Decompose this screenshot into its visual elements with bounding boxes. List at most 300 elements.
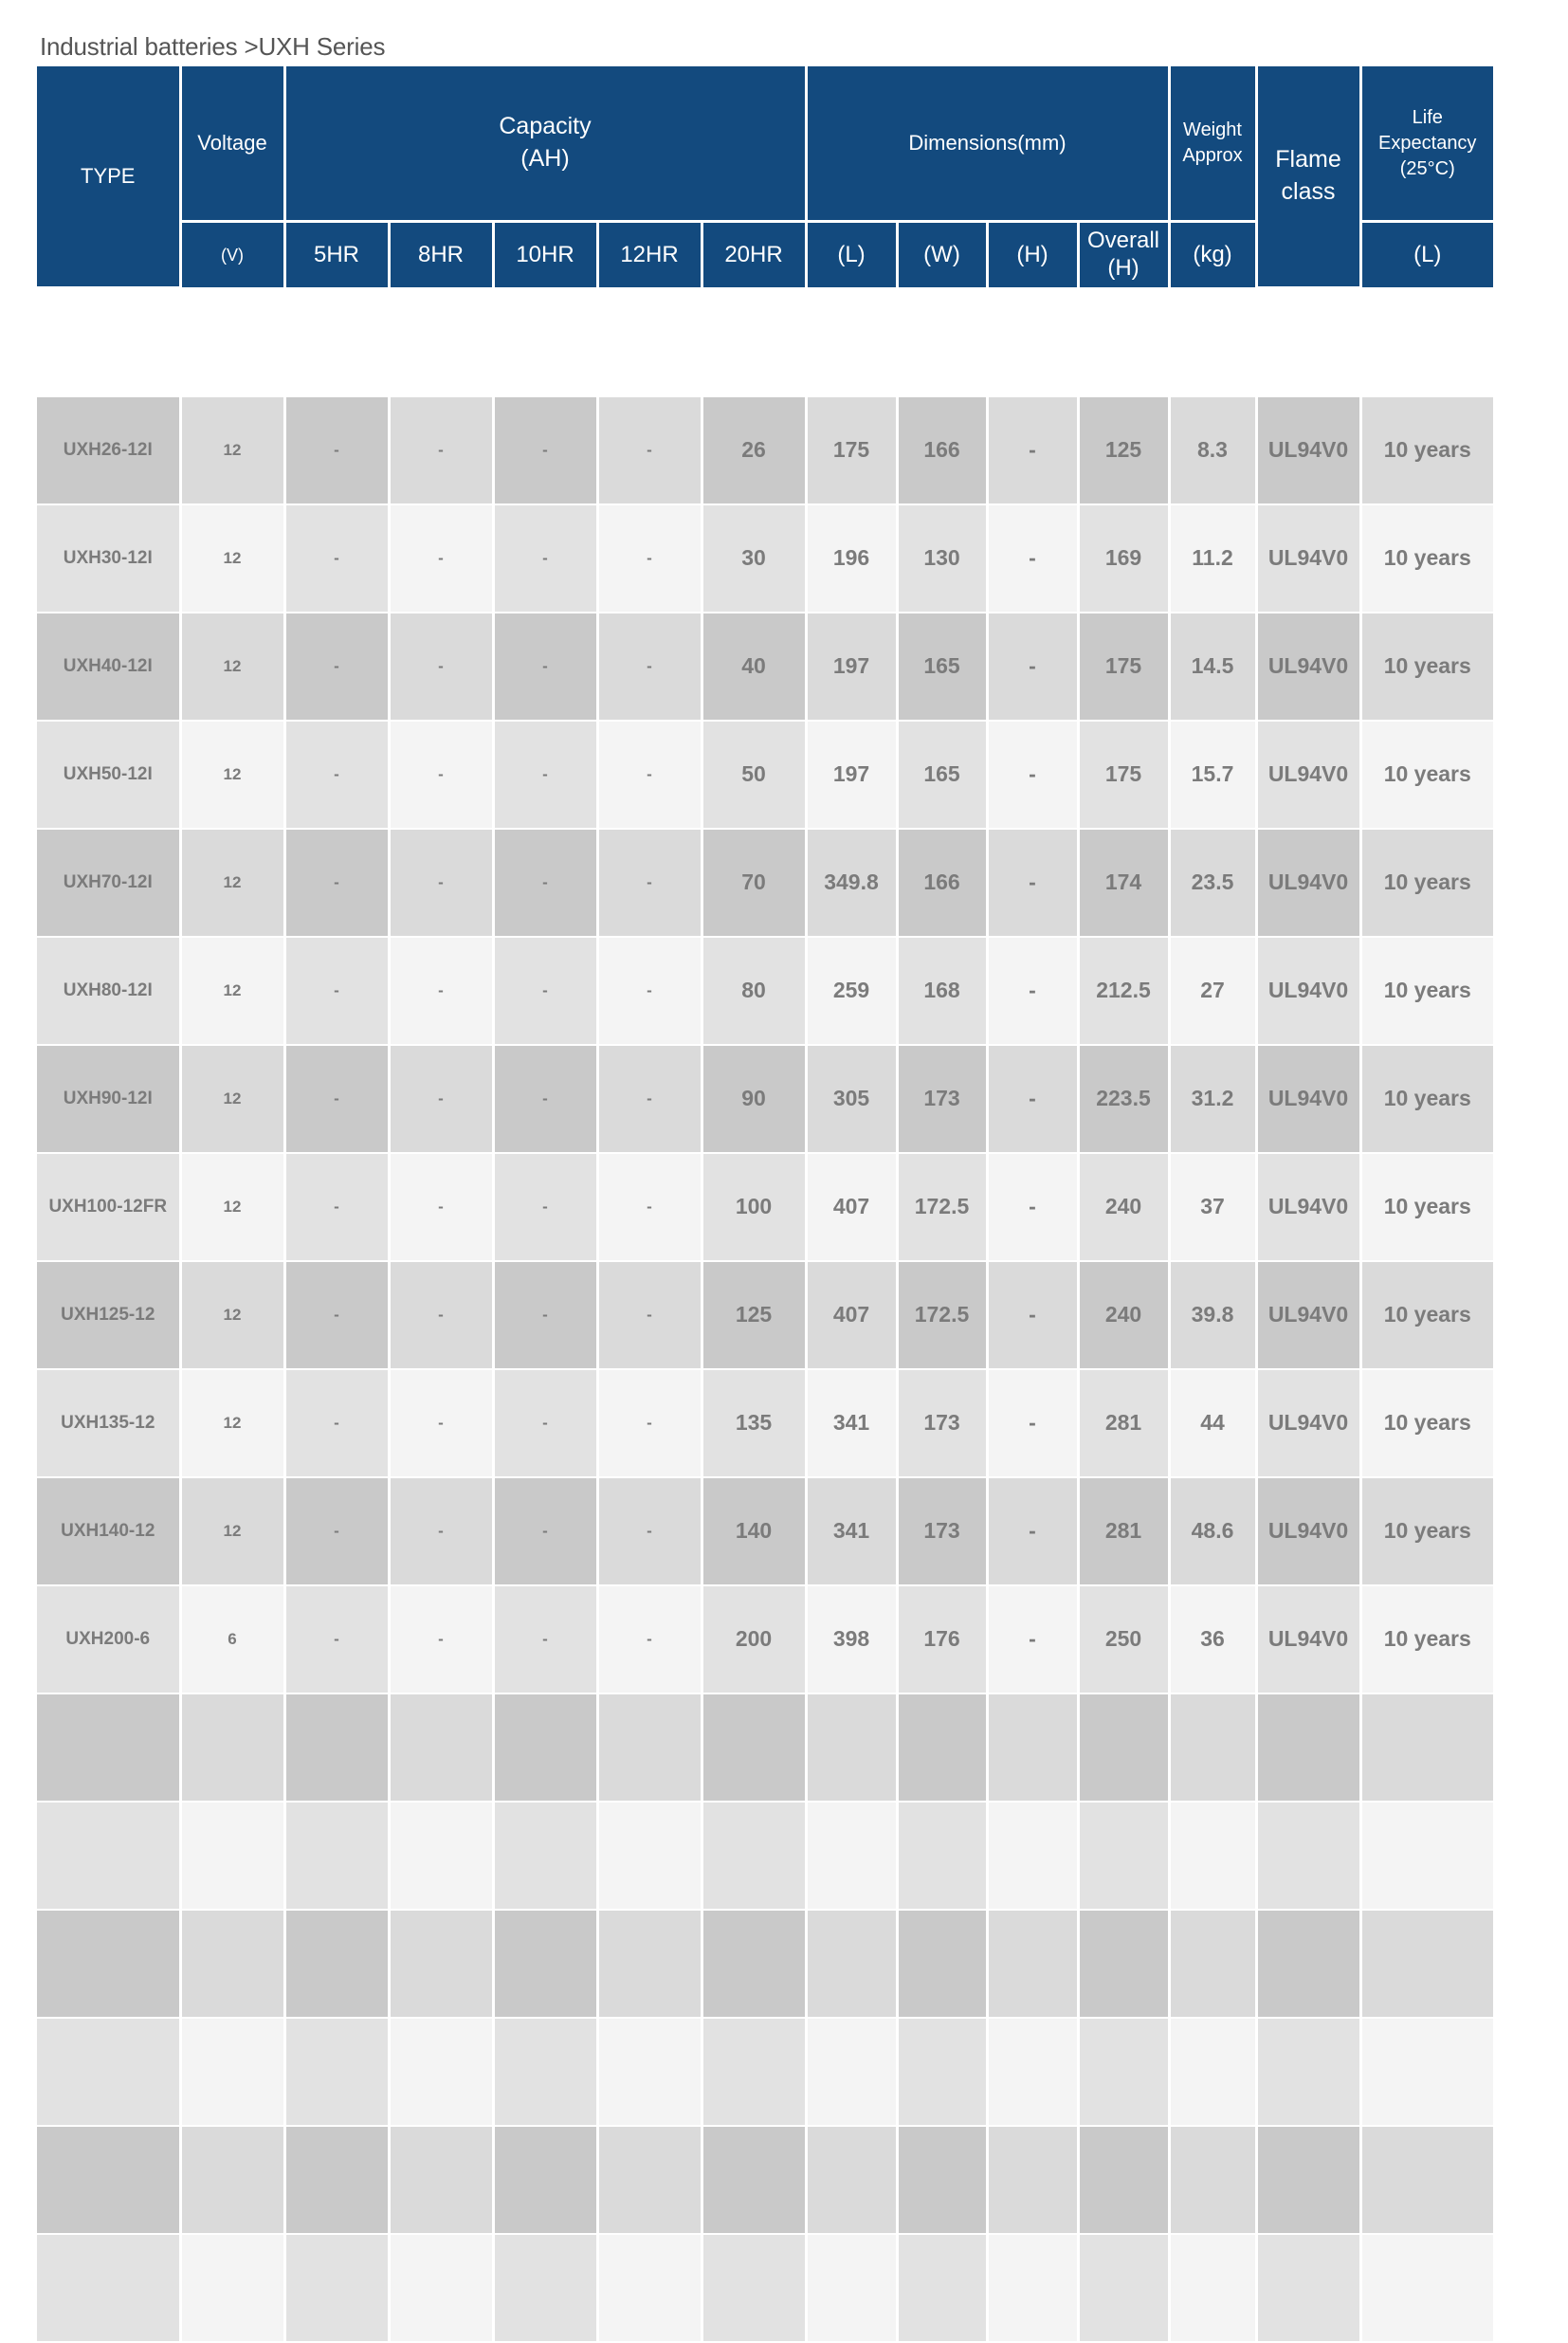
cell-dim-w: 173 xyxy=(897,1369,987,1477)
table-row xyxy=(37,396,1493,504)
cell-cap-12hr xyxy=(597,1693,702,1802)
cell-dim-l: 175 xyxy=(806,396,897,504)
cell-cap-8hr: - xyxy=(389,1261,493,1369)
cell-cap-12hr: - xyxy=(597,1585,702,1693)
cell-overall-h: 281 xyxy=(1078,1477,1169,1585)
cell-dim-w xyxy=(897,2018,987,2126)
cell-dim-w: 172.5 xyxy=(897,1261,987,1369)
cell-flame-class xyxy=(1256,1802,1360,1910)
cell-type: UXH100-12FR xyxy=(37,1153,180,1261)
cell-dim-h xyxy=(987,1910,1078,2018)
cell-cap-20hr: 40 xyxy=(702,613,806,721)
cell-cap-20hr: 100 xyxy=(702,1153,806,1261)
cell-dim-h xyxy=(987,2018,1078,2126)
cell-cap-20hr: 70 xyxy=(702,829,806,937)
spec-table xyxy=(37,66,1493,2343)
cell-cap-8hr xyxy=(389,2234,493,2342)
cell-cap-20hr: 140 xyxy=(702,1477,806,1585)
cell-weight xyxy=(1169,1693,1256,1802)
cell-voltage: 12 xyxy=(180,937,284,1045)
cell-life: 10 years xyxy=(1360,396,1493,504)
cell-dim-l: 349.8 xyxy=(806,829,897,937)
cell-cap-12hr: - xyxy=(597,1477,702,1585)
cell-overall-h: 175 xyxy=(1078,613,1169,721)
cell-cap-12hr xyxy=(597,1910,702,2018)
table-row xyxy=(37,1477,1493,1585)
cell-flame-class: UL94V0 xyxy=(1256,1045,1360,1153)
cell-overall-h xyxy=(1078,1802,1169,1910)
cell-voltage: 12 xyxy=(180,613,284,721)
cell-dim-l xyxy=(806,2234,897,2342)
cell-dim-w: 165 xyxy=(897,613,987,721)
cell-flame-class: UL94V0 xyxy=(1256,1369,1360,1477)
cell-flame-class: UL94V0 xyxy=(1256,1477,1360,1585)
cell-weight: 14.5 xyxy=(1169,613,1256,721)
cell-weight xyxy=(1169,2018,1256,2126)
cell-flame-class: UL94V0 xyxy=(1256,1585,1360,1693)
cell-weight: 39.8 xyxy=(1169,1261,1256,1369)
cell-voltage: 12 xyxy=(180,721,284,829)
cell-dim-l: 305 xyxy=(806,1045,897,1153)
cell-voltage: 12 xyxy=(180,1261,284,1369)
cell-dim-w: 172.5 xyxy=(897,1153,987,1261)
cell-dim-l xyxy=(806,1910,897,2018)
cell-cap-8hr: - xyxy=(389,1477,493,1585)
cell-voltage: 6 xyxy=(180,1585,284,1693)
cell-weight xyxy=(1169,1910,1256,2018)
cell-cap-10hr: - xyxy=(493,829,597,937)
cell-flame-class: UL94V0 xyxy=(1256,937,1360,1045)
breadcrumb: Industrial batteries >UXH Series xyxy=(40,32,386,61)
cell-cap-8hr xyxy=(389,1693,493,1802)
cell-cap-20hr: 135 xyxy=(702,1369,806,1477)
header-overall-title: Overall xyxy=(1086,228,1160,254)
header-dim-w: (W) xyxy=(897,222,987,288)
header-spacer xyxy=(37,287,1493,396)
cell-dim-l xyxy=(806,2126,897,2234)
cell-weight: 48.6 xyxy=(1169,1477,1256,1585)
table-row xyxy=(37,613,1493,721)
header-capacity-title: Capacity xyxy=(499,113,592,140)
cell-dim-w: 168 xyxy=(897,937,987,1045)
table-row xyxy=(37,1045,1493,1153)
cell-dim-h: - xyxy=(987,1153,1078,1261)
cell-voltage xyxy=(180,1802,284,1910)
cell-cap-8hr: - xyxy=(389,613,493,721)
cell-cap-12hr: - xyxy=(597,396,702,504)
cell-dim-w: 173 xyxy=(897,1477,987,1585)
cell-dim-l xyxy=(806,1693,897,1802)
cell-dim-l: 341 xyxy=(806,1369,897,1477)
cell-dim-w: 130 xyxy=(897,504,987,613)
cell-dim-l xyxy=(806,2018,897,2126)
cell-life xyxy=(1360,1910,1493,2018)
cell-weight xyxy=(1169,2126,1256,2234)
header-cap-20hr: 20HR xyxy=(702,222,806,288)
cell-dim-w: 165 xyxy=(897,721,987,829)
cell-type xyxy=(37,2126,180,2234)
header-weight-sub: Approx xyxy=(1182,145,1243,166)
cell-dim-l: 197 xyxy=(806,721,897,829)
cell-dim-l xyxy=(806,1802,897,1910)
cell-type xyxy=(37,2234,180,2342)
cell-cap-20hr: 50 xyxy=(702,721,806,829)
table-row xyxy=(37,2018,1493,2126)
cell-life xyxy=(1360,2126,1493,2234)
cell-cap-8hr: - xyxy=(389,1369,493,1477)
cell-life xyxy=(1360,2234,1493,2342)
cell-type xyxy=(37,1802,180,1910)
cell-cap-10hr: - xyxy=(493,1585,597,1693)
cell-flame-class: UL94V0 xyxy=(1256,1153,1360,1261)
cell-voltage: 12 xyxy=(180,1477,284,1585)
cell-type: UXH140-12 xyxy=(37,1477,180,1585)
cell-overall-h: 223.5 xyxy=(1078,1045,1169,1153)
cell-life: 10 years xyxy=(1360,613,1493,721)
cell-overall-h: 212.5 xyxy=(1078,937,1169,1045)
header-flame-title: Flame xyxy=(1275,146,1341,173)
table-row xyxy=(37,1693,1493,1802)
table-row xyxy=(37,2126,1493,2234)
table-body xyxy=(37,287,1493,2342)
header-dim-l: (L) xyxy=(806,222,897,288)
cell-cap-5hr: - xyxy=(284,1477,389,1585)
cell-cap-20hr: 26 xyxy=(702,396,806,504)
cell-weight: 27 xyxy=(1169,937,1256,1045)
table-row xyxy=(37,1802,1493,1910)
cell-dim-h xyxy=(987,1693,1078,1802)
cell-cap-5hr: - xyxy=(284,1369,389,1477)
cell-cap-10hr: - xyxy=(493,721,597,829)
header-overall-unit: (H) xyxy=(1107,255,1140,281)
cell-voltage xyxy=(180,2018,284,2126)
cell-life: 10 years xyxy=(1360,1261,1493,1369)
cell-cap-12hr xyxy=(597,2126,702,2234)
header-weight-unit: (kg) xyxy=(1169,222,1256,288)
cell-life: 10 years xyxy=(1360,1045,1493,1153)
cell-cap-8hr xyxy=(389,2126,493,2234)
cell-cap-10hr: - xyxy=(493,613,597,721)
header-dim-h: (H) xyxy=(987,222,1078,288)
cell-cap-12hr: - xyxy=(597,937,702,1045)
cell-cap-5hr xyxy=(284,1910,389,2018)
header-flame-sub: class xyxy=(1281,177,1336,205)
header-life-sub: Expectancy xyxy=(1378,132,1477,154)
cell-cap-8hr xyxy=(389,1802,493,1910)
cell-overall-h: 169 xyxy=(1078,504,1169,613)
cell-dim-w xyxy=(897,2234,987,2342)
header-weight xyxy=(1169,66,1256,222)
cell-cap-10hr xyxy=(493,2234,597,2342)
cell-life: 10 years xyxy=(1360,829,1493,937)
cell-cap-5hr: - xyxy=(284,829,389,937)
cell-cap-12hr: - xyxy=(597,721,702,829)
cell-type: UXH26-12I xyxy=(37,396,180,504)
cell-flame-class: UL94V0 xyxy=(1256,613,1360,721)
cell-cap-20hr xyxy=(702,2234,806,2342)
cell-dim-w xyxy=(897,1910,987,2018)
cell-cap-10hr xyxy=(493,1910,597,2018)
cell-cap-5hr: - xyxy=(284,937,389,1045)
cell-cap-8hr: - xyxy=(389,396,493,504)
cell-voltage: 12 xyxy=(180,1369,284,1477)
header-overall-h xyxy=(1078,222,1169,288)
cell-cap-5hr xyxy=(284,2234,389,2342)
cell-cap-5hr xyxy=(284,2018,389,2126)
cell-flame-class xyxy=(1256,2126,1360,2234)
cell-dim-w: 173 xyxy=(897,1045,987,1153)
cell-weight: 8.3 xyxy=(1169,396,1256,504)
cell-cap-10hr: - xyxy=(493,396,597,504)
cell-type: UXH125-12 xyxy=(37,1261,180,1369)
cell-cap-10hr xyxy=(493,1693,597,1802)
cell-weight: 15.7 xyxy=(1169,721,1256,829)
cell-cap-10hr: - xyxy=(493,1153,597,1261)
cell-cap-8hr: - xyxy=(389,504,493,613)
header-type: TYPE xyxy=(37,66,180,287)
table-row xyxy=(37,1910,1493,2018)
cell-dim-h xyxy=(987,1802,1078,1910)
cell-overall-h xyxy=(1078,1693,1169,1802)
cell-life: 10 years xyxy=(1360,1153,1493,1261)
cell-cap-12hr xyxy=(597,2018,702,2126)
cell-cap-10hr xyxy=(493,1802,597,1910)
cell-voltage: 12 xyxy=(180,396,284,504)
cell-cap-20hr xyxy=(702,2018,806,2126)
cell-dim-l: 407 xyxy=(806,1261,897,1369)
cell-dim-h: - xyxy=(987,829,1078,937)
header-cap-10hr: 10HR xyxy=(493,222,597,288)
cell-cap-5hr xyxy=(284,1693,389,1802)
cell-cap-12hr: - xyxy=(597,1261,702,1369)
cell-cap-20hr: 90 xyxy=(702,1045,806,1153)
cell-voltage: 12 xyxy=(180,504,284,613)
cell-flame-class xyxy=(1256,2234,1360,2342)
cell-dim-h: - xyxy=(987,1585,1078,1693)
header-life xyxy=(1360,66,1493,222)
cell-overall-h xyxy=(1078,1910,1169,2018)
header-capacity xyxy=(284,66,806,222)
cell-life: 10 years xyxy=(1360,1585,1493,1693)
cell-cap-5hr: - xyxy=(284,721,389,829)
cell-cap-10hr xyxy=(493,2018,597,2126)
cell-cap-5hr xyxy=(284,1802,389,1910)
cell-cap-10hr: - xyxy=(493,1261,597,1369)
cell-overall-h xyxy=(1078,2234,1169,2342)
cell-weight: 37 xyxy=(1169,1153,1256,1261)
cell-overall-h: 240 xyxy=(1078,1153,1169,1261)
cell-flame-class: UL94V0 xyxy=(1256,1261,1360,1369)
cell-voltage xyxy=(180,2234,284,2342)
cell-dim-h: - xyxy=(987,613,1078,721)
cell-dim-w xyxy=(897,2126,987,2234)
cell-cap-8hr: - xyxy=(389,721,493,829)
cell-cap-10hr: - xyxy=(493,1369,597,1477)
cell-cap-5hr: - xyxy=(284,504,389,613)
cell-type xyxy=(37,2018,180,2126)
cell-overall-h: 174 xyxy=(1078,829,1169,937)
cell-weight: 31.2 xyxy=(1169,1045,1256,1153)
cell-flame-class: UL94V0 xyxy=(1256,504,1360,613)
cell-overall-h: 125 xyxy=(1078,396,1169,504)
cell-type: UXH90-12I xyxy=(37,1045,180,1153)
cell-type: UXH80-12I xyxy=(37,937,180,1045)
cell-cap-12hr: - xyxy=(597,1153,702,1261)
cell-life xyxy=(1360,1693,1493,1802)
cell-type xyxy=(37,1910,180,2018)
cell-overall-h xyxy=(1078,2018,1169,2126)
cell-cap-5hr: - xyxy=(284,1153,389,1261)
cell-dim-w xyxy=(897,1693,987,1802)
cell-life: 10 years xyxy=(1360,1369,1493,1477)
cell-dim-l: 341 xyxy=(806,1477,897,1585)
cell-dim-h: - xyxy=(987,504,1078,613)
cell-dim-l: 196 xyxy=(806,504,897,613)
cell-dim-l: 259 xyxy=(806,937,897,1045)
cell-dim-h: - xyxy=(987,1477,1078,1585)
cell-dim-h: - xyxy=(987,1369,1078,1477)
cell-voltage: 12 xyxy=(180,829,284,937)
cell-voltage: 12 xyxy=(180,1153,284,1261)
cell-cap-8hr: - xyxy=(389,1153,493,1261)
cell-voltage xyxy=(180,1910,284,2018)
cell-dim-w xyxy=(897,1802,987,1910)
cell-type: UXH135-12 xyxy=(37,1369,180,1477)
cell-flame-class: UL94V0 xyxy=(1256,829,1360,937)
header-life-unit: (L) xyxy=(1360,222,1493,288)
header-cap-12hr: 12HR xyxy=(597,222,702,288)
cell-cap-12hr xyxy=(597,1802,702,1910)
cell-voltage xyxy=(180,1693,284,1802)
cell-cap-20hr xyxy=(702,1802,806,1910)
cell-flame-class: UL94V0 xyxy=(1256,396,1360,504)
table-row xyxy=(37,1585,1493,1693)
cell-dim-h xyxy=(987,2234,1078,2342)
cell-dim-h: - xyxy=(987,396,1078,504)
header-cap-8hr: 8HR xyxy=(389,222,493,288)
cell-cap-10hr: - xyxy=(493,1045,597,1153)
cell-cap-10hr: - xyxy=(493,1477,597,1585)
cell-type: UXH70-12I xyxy=(37,829,180,937)
header-voltage: Voltage xyxy=(180,66,284,222)
cell-flame-class xyxy=(1256,2018,1360,2126)
cell-cap-5hr: - xyxy=(284,1585,389,1693)
cell-cap-20hr xyxy=(702,2126,806,2234)
table-row xyxy=(37,504,1493,613)
cell-overall-h: 175 xyxy=(1078,721,1169,829)
header-flame xyxy=(1256,66,1360,287)
cell-dim-w: 176 xyxy=(897,1585,987,1693)
cell-dim-l: 398 xyxy=(806,1585,897,1693)
cell-cap-12hr: - xyxy=(597,829,702,937)
table-row xyxy=(37,1261,1493,1369)
cell-cap-10hr: - xyxy=(493,504,597,613)
cell-voltage xyxy=(180,2126,284,2234)
cell-life xyxy=(1360,2018,1493,2126)
cell-dim-h: - xyxy=(987,1045,1078,1153)
table-row xyxy=(37,2234,1493,2342)
cell-weight: 23.5 xyxy=(1169,829,1256,937)
cell-cap-8hr: - xyxy=(389,1585,493,1693)
cell-overall-h: 281 xyxy=(1078,1369,1169,1477)
cell-cap-5hr: - xyxy=(284,613,389,721)
cell-cap-8hr: - xyxy=(389,937,493,1045)
header-dimensions: Dimensions(mm) xyxy=(806,66,1169,222)
cell-cap-20hr: 125 xyxy=(702,1261,806,1369)
cell-type xyxy=(37,1693,180,1802)
cell-type: UXH50-12I xyxy=(37,721,180,829)
cell-overall-h xyxy=(1078,2126,1169,2234)
header-life-title: Life xyxy=(1412,106,1443,128)
table-row xyxy=(37,1369,1493,1477)
cell-life: 10 years xyxy=(1360,721,1493,829)
cell-dim-w: 166 xyxy=(897,396,987,504)
cell-cap-12hr: - xyxy=(597,1369,702,1477)
cell-cap-5hr: - xyxy=(284,1045,389,1153)
cell-cap-5hr: - xyxy=(284,396,389,504)
cell-dim-h: - xyxy=(987,937,1078,1045)
cell-cap-8hr xyxy=(389,2018,493,2126)
cell-type: UXH30-12I xyxy=(37,504,180,613)
cell-voltage: 12 xyxy=(180,1045,284,1153)
cell-cap-8hr xyxy=(389,1910,493,2018)
header-capacity-unit: (AH) xyxy=(520,145,570,172)
cell-cap-10hr: - xyxy=(493,937,597,1045)
cell-overall-h: 250 xyxy=(1078,1585,1169,1693)
header-weight-title: Weight xyxy=(1183,119,1242,140)
table-header xyxy=(37,66,1493,287)
table-row xyxy=(37,937,1493,1045)
spacer-cell xyxy=(37,287,1493,396)
cell-dim-h xyxy=(987,2126,1078,2234)
cell-cap-10hr xyxy=(493,2126,597,2234)
cell-cap-5hr: - xyxy=(284,1261,389,1369)
cell-dim-w: 166 xyxy=(897,829,987,937)
cell-life: 10 years xyxy=(1360,937,1493,1045)
cell-cap-20hr xyxy=(702,1693,806,1802)
table-row xyxy=(37,1153,1493,1261)
cell-type: UXH200-6 xyxy=(37,1585,180,1693)
table-row xyxy=(37,721,1493,829)
cell-cap-8hr: - xyxy=(389,829,493,937)
cell-cap-12hr xyxy=(597,2234,702,2342)
cell-flame-class: UL94V0 xyxy=(1256,721,1360,829)
cell-life xyxy=(1360,1802,1493,1910)
cell-dim-l: 197 xyxy=(806,613,897,721)
cell-weight xyxy=(1169,1802,1256,1910)
header-life-temp: (25°C) xyxy=(1399,157,1455,179)
cell-life: 10 years xyxy=(1360,504,1493,613)
cell-cap-20hr: 80 xyxy=(702,937,806,1045)
cell-weight xyxy=(1169,2234,1256,2342)
cell-flame-class xyxy=(1256,1910,1360,2018)
header-cap-5hr: 5HR xyxy=(284,222,389,288)
cell-dim-l: 407 xyxy=(806,1153,897,1261)
cell-cap-20hr xyxy=(702,1910,806,2018)
header-voltage-unit: (V) xyxy=(180,222,284,288)
cell-flame-class xyxy=(1256,1693,1360,1802)
cell-cap-12hr: - xyxy=(597,613,702,721)
cell-type: UXH40-12I xyxy=(37,613,180,721)
cell-weight: 11.2 xyxy=(1169,504,1256,613)
cell-overall-h: 240 xyxy=(1078,1261,1169,1369)
cell-cap-12hr: - xyxy=(597,504,702,613)
cell-cap-8hr: - xyxy=(389,1045,493,1153)
cell-cap-20hr: 30 xyxy=(702,504,806,613)
cell-dim-h: - xyxy=(987,1261,1078,1369)
cell-life: 10 years xyxy=(1360,1477,1493,1585)
cell-cap-12hr: - xyxy=(597,1045,702,1153)
